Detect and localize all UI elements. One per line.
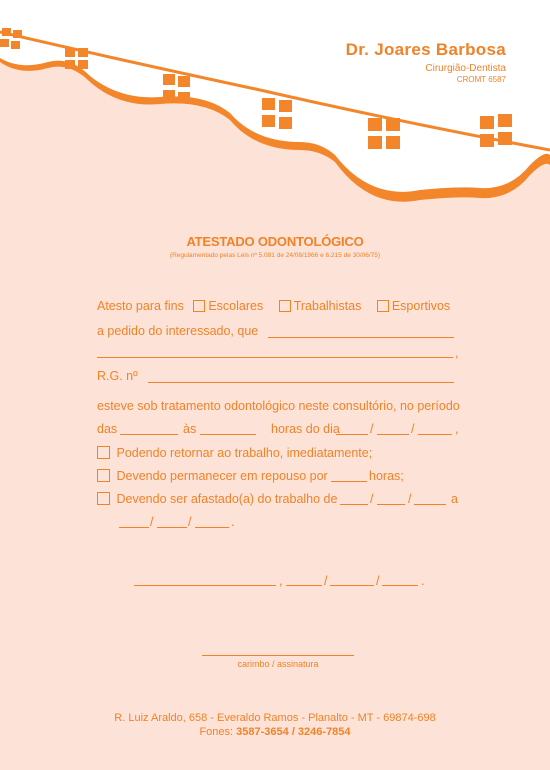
slash: / [408, 492, 412, 506]
document-title: ATESTADO ODONTOLÓGICO [186, 234, 364, 249]
leave-start-month-field[interactable] [377, 504, 405, 505]
purpose-line [97, 299, 450, 313]
month-field[interactable] [377, 434, 409, 435]
slash: / [376, 574, 380, 588]
slash: / [150, 515, 154, 529]
document-subtitle: (Regulamentado pelas Leis nº 5.081 de 24/08/1966 e 6.215 de 30/06/75) [169, 252, 381, 259]
place-field[interactable] [134, 585, 276, 586]
option-leave [97, 492, 337, 506]
period-mark: . [421, 574, 425, 588]
atesto-label: Atesto para fins [97, 299, 184, 313]
signature-field[interactable] [202, 655, 354, 656]
pedido-label: a pedido do interessado, que [97, 324, 259, 338]
doctor-name: Dr. Joares Barbosa [345, 40, 506, 59]
patient-name-field[interactable] [268, 337, 454, 338]
trabalhistas-label: Trabalhistas [293, 299, 362, 313]
leave-end-month-field[interactable] [157, 527, 187, 528]
doctor-role: Cirurgião-Dentista [425, 63, 506, 74]
as-label: às [183, 422, 197, 436]
escolares-label: Escolares [208, 299, 264, 313]
checkbox-rest[interactable] [97, 469, 110, 482]
rest-label: Devendo permanecer em repouso por [116, 469, 328, 483]
phones-value: 3587-3654 / 3246-7854 [236, 726, 351, 738]
slash: / [188, 515, 192, 529]
doctor-cro: CROMT 6587 [456, 75, 506, 84]
esportivos-label: Esportivos [391, 299, 451, 313]
slash: / [411, 422, 415, 436]
day-field[interactable] [336, 434, 368, 435]
treatment-statement: esteve sob tratamento odontológico neste consultório, no período [97, 399, 460, 413]
year-field[interactable] [418, 434, 452, 435]
slash: / [324, 574, 328, 588]
option-rest [97, 469, 328, 483]
horas-label: horas; [369, 469, 404, 483]
rg-field[interactable] [148, 382, 454, 383]
leave-end-year-field[interactable] [195, 527, 229, 528]
tooth-crest-inner [0, 0, 550, 192]
comma-mark: , [279, 574, 283, 588]
rg-label: R.G. nº [97, 369, 138, 383]
leave-start-day-field[interactable] [340, 504, 368, 505]
sign-day-field[interactable] [286, 585, 322, 586]
phones-label: Fones: [199, 726, 234, 738]
checkbox-esportivos[interactable] [377, 300, 389, 312]
patient-name-continuation-field[interactable] [97, 357, 453, 358]
signature-caption: carimbo / assinatura [237, 659, 319, 669]
start-hour-field[interactable] [120, 434, 178, 435]
checkbox-return-work[interactable] [97, 446, 110, 459]
leave-label: Devendo ser afastado(a) do trabalho de [116, 492, 338, 506]
leave-end-day-field[interactable] [119, 527, 149, 528]
checkbox-trabalhistas[interactable] [279, 300, 291, 312]
slash: / [370, 422, 374, 436]
comma-mark: , [455, 346, 459, 360]
option-return-work [97, 446, 372, 460]
footer-phones [0, 726, 550, 738]
checkbox-escolares[interactable] [193, 300, 205, 312]
return-work-label: Podendo retornar ao trabalho, imediatamente; [116, 446, 373, 460]
sign-year-field[interactable] [382, 585, 418, 586]
leave-start-year-field[interactable] [414, 504, 446, 505]
horas-do-dia-label: horas do dia [271, 422, 340, 436]
doctor-header [346, 40, 506, 84]
footer-address: R. Luiz Araldo, 658 - Everaldo Ramos - Planalto - MT - 69874-698 [114, 712, 436, 724]
a-label: a [451, 492, 458, 506]
checkbox-leave[interactable] [97, 492, 110, 505]
bracket-wire-illustration [0, 0, 550, 230]
rest-hours-field[interactable] [331, 481, 367, 482]
period-mark: . [231, 515, 235, 529]
comma-mark: , [455, 422, 459, 436]
sign-month-field[interactable] [330, 585, 374, 586]
end-hour-field[interactable] [200, 434, 256, 435]
requester-line [97, 324, 258, 338]
slash: / [370, 492, 374, 506]
das-label: das [97, 422, 118, 436]
